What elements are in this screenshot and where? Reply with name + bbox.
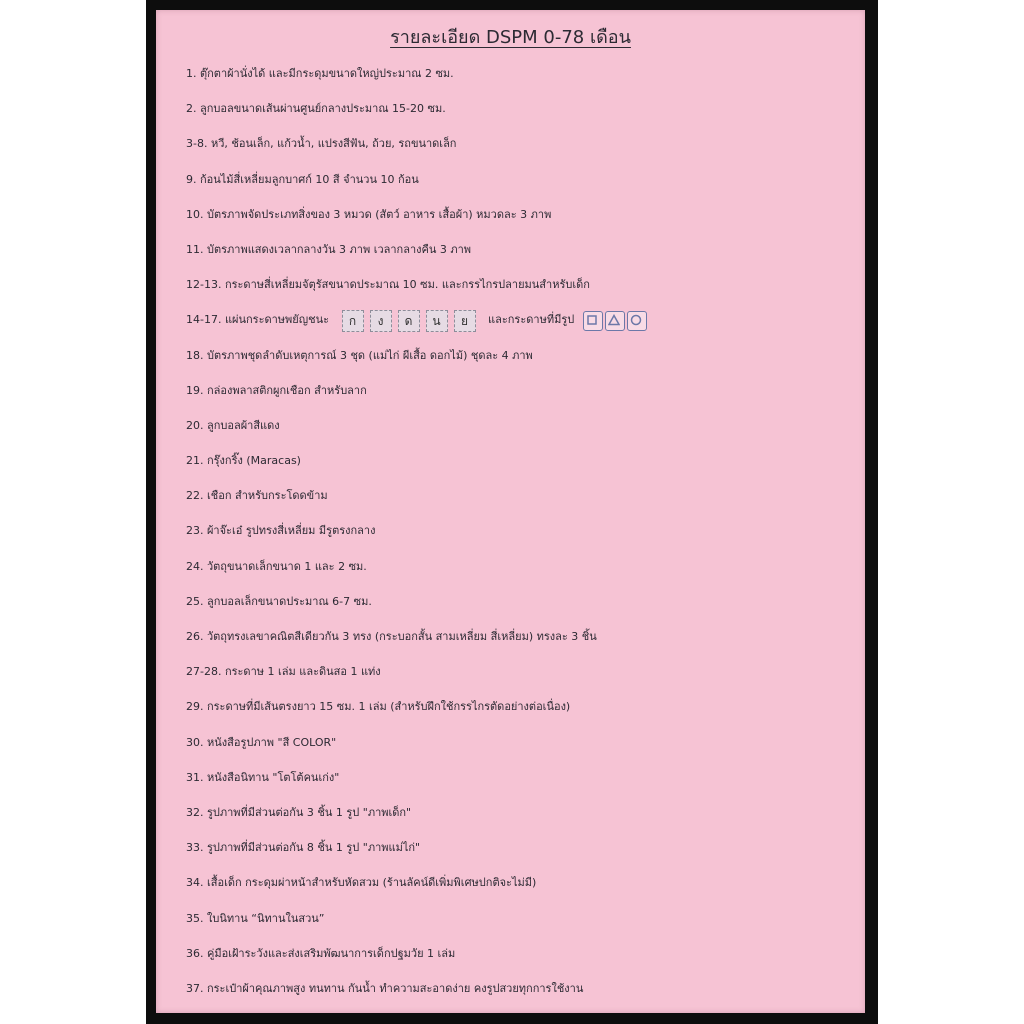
item-text: 3-8. หวี, ช้อนเล็ก, แก้วน้ำ, แปรงสีฟัน, ถ้วย, รถขนาดเล็ก xyxy=(186,137,457,151)
list-item xyxy=(186,584,866,619)
list-item xyxy=(186,830,866,865)
item-text: 35. ใบนิทาน “นิทานในสวน” xyxy=(186,911,325,925)
item-text: 30. หนังสือรูปภาพ "สี COLOR" xyxy=(186,735,337,749)
item-text: 25. ลูกบอลเล็กขนาดประมาณ 6-7 ซม. xyxy=(186,594,372,608)
consonant-card: ด xyxy=(398,310,420,332)
list-item xyxy=(186,267,866,302)
list-item xyxy=(186,971,866,1006)
item-text: 12-13. กระดาษสี่เหลี่ยมจัตุรัสขนาดประมาณ 10 ซม. และกรรไกรปลายมนสำหรับเด็ก xyxy=(186,278,590,292)
item-text: 29. กระดาษที่มีเส้นตรงยาว 15 ซม. 1 เล่ม (สำหรับฝึกใช้กรรไกรตัดอย่างต่อเนื่อง) xyxy=(186,700,571,714)
item-text: 2. ลูกบอลขนาดเส้นผ่านศูนย์กลางประมาณ 15-20 ซม. xyxy=(186,102,446,116)
list-item xyxy=(186,795,866,830)
item-text: 11. บัตรภาพแสดงเวลากลางวัน 3 ภาพ เวลากลางคืน 3 ภาพ xyxy=(186,242,472,256)
list-item xyxy=(186,408,866,443)
item-text: 23. ผ้าจ๊ะเอ๋ รูปทรงสี่เหลี่ยม มีรูตรงกลาง xyxy=(186,524,376,538)
circle-icon xyxy=(627,311,647,331)
list-item xyxy=(186,162,866,197)
list-item xyxy=(186,619,866,654)
list-item xyxy=(186,197,866,232)
list-item xyxy=(186,760,866,795)
page-title: รายละเอียด DSPM 0-78 เดือน xyxy=(390,27,631,48)
list-item xyxy=(186,513,866,548)
square-icon xyxy=(583,311,603,331)
item-text: 9. ก้อนไม้สี่เหลี่ยมลูกบาศก์ 10 สี จำนวน 10 ก้อน xyxy=(186,172,419,186)
list-item xyxy=(186,91,866,126)
list-item xyxy=(186,901,866,936)
list-item xyxy=(186,56,866,91)
list-item xyxy=(186,689,866,724)
list-item xyxy=(186,443,866,478)
item-text: 21. กรุ๊งกริ๊ง (Maracas) xyxy=(186,454,301,468)
consonant-card: ง xyxy=(370,310,392,332)
item-text: 22. เชือก สำหรับกระโดดข้าม xyxy=(186,489,328,503)
list-item xyxy=(186,865,866,900)
list-item xyxy=(186,373,866,408)
item-text: 1. ตุ๊กตาผ้านั่งได้ และมีกระดุมขนาดใหญ่ประมาณ 2 ซม. xyxy=(186,67,454,80)
consonant-card: น xyxy=(426,310,448,332)
consonant-card: ก xyxy=(342,310,364,332)
consonant-card: ย xyxy=(454,310,476,332)
item-text: 36. คู่มือเฝ้าระวังและส่งเสริมพัฒนาการเด็กปฐมวัย 1 เล่ม xyxy=(186,946,456,960)
list-item-letter-cards xyxy=(186,302,866,337)
item-text: 34. เสื้อเด็ก กระดุมผ่าหน้าสำหรับหัดสวม (ร้านลัคน์ดีเพิ่มพิเศษปกติจะไม่มี) xyxy=(186,876,537,890)
list-item xyxy=(186,232,866,267)
item-list xyxy=(186,56,866,1006)
item-text: 24. วัตถุขนาดเล็กขนาด 1 และ 2 ซม. xyxy=(186,559,367,573)
item-text: 31. หนังสือนิทาน "โตโต้คนเก่ง" xyxy=(186,770,340,784)
item-text: 37. กระเป๋าผ้าคุณภาพสูง ทนทาน กันน้ำ ทำความสะอาดง่าย คงรูปสวยทุกการใช้งาน xyxy=(186,981,584,995)
item-text: 19. กล่องพลาสติกผูกเชือก สำหรับลาก xyxy=(186,383,367,397)
list-item xyxy=(186,338,866,373)
item-text: 18. บัตรภาพชุดลำดับเหตุการณ์ 3 ชุด (แม่ไก่ ผีเสื้อ ดอกไม้) ชุดละ 4 ภาพ xyxy=(186,348,533,362)
item-text: 33. รูปภาพที่มีส่วนต่อกัน 8 ชิ้น 1 รูป "ภาพแม่ไก่" xyxy=(186,841,421,855)
list-item xyxy=(186,654,866,689)
item-text: 14-17. แผ่นกระดาษพยัญชนะ xyxy=(186,313,330,327)
item-text: 26. วัตถุทรงเลขาคณิตสีเดียวกัน 3 ทรง (กระบอกสั้น สามเหลี่ยม สี่เหลี่ยม) ทรงละ 3 ชิ้น xyxy=(186,630,597,643)
list-item xyxy=(186,725,866,760)
list-item xyxy=(186,549,866,584)
item-text: 32. รูปภาพที่มีส่วนต่อกัน 3 ชิ้น 1 รูป "ภาพเด็ก" xyxy=(186,805,412,819)
triangle-icon xyxy=(605,311,625,331)
list-item xyxy=(186,126,866,161)
item-text: 10. บัตรภาพจัดประเภทสิ่งของ 3 หมวด (สัตว์ อาหาร เสื้อผ้า) หมวดละ 3 ภาพ xyxy=(186,207,552,221)
shape-cards xyxy=(582,303,648,338)
consonant-cards xyxy=(339,303,479,338)
pink-paper-sheet xyxy=(156,10,865,1013)
item-text: 20. ลูกบอลผ้าสีแดง xyxy=(186,418,280,432)
list-item xyxy=(186,936,866,971)
list-item xyxy=(186,478,866,513)
item-text: 27-28. กระดาษ 1 เล่ม และดินสอ 1 แท่ง xyxy=(186,665,381,679)
item-text: และกระดาษที่มีรูป xyxy=(488,313,575,327)
